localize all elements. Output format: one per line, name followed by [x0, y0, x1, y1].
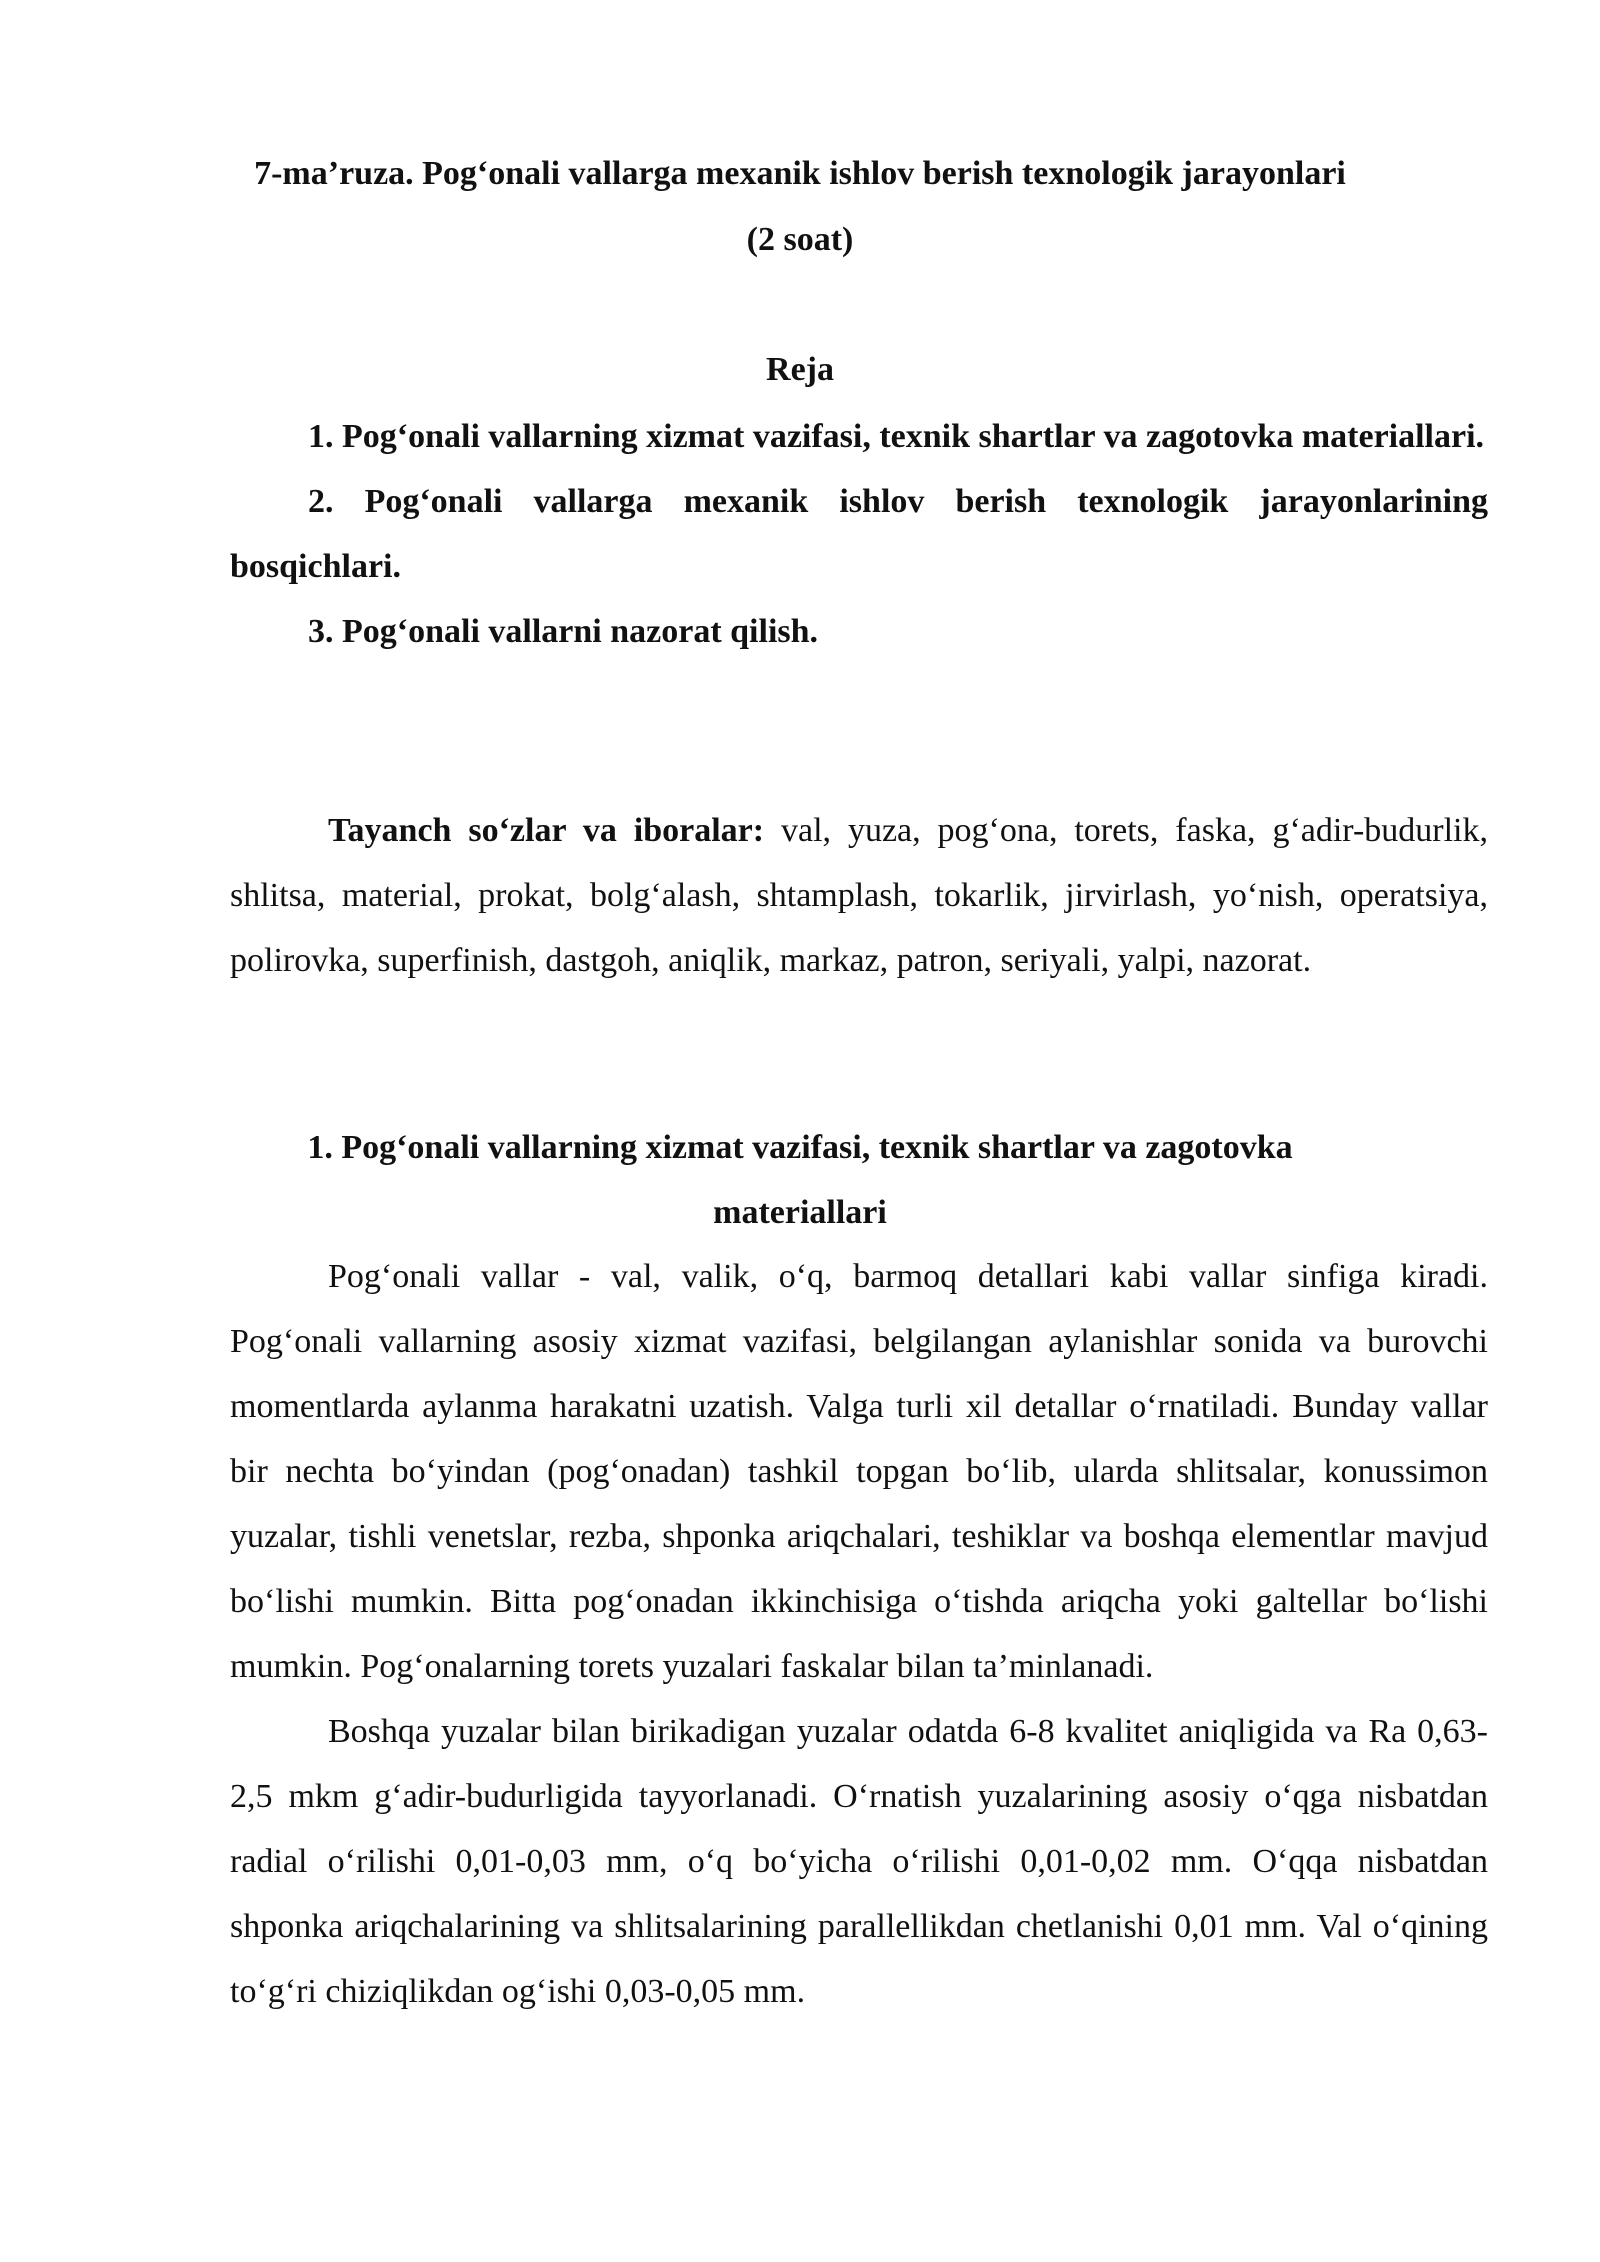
- keywords-paragraph: [230, 798, 1488, 993]
- keywords-label: Tayanch so‘zlar va iboralar:: [328, 812, 765, 849]
- keywords-text: val, yuza, pog‘ona, torets, faska, g‘adir-budurlik, shlitsa, material, prokat, bolg‘alash, shtamplash, tokarlik, jirvirlash, yo‘nish, operatsiya, polirovka, superfinish, dastgoh, aniqlik, markaz, patron, seriyali, yalpi, nazorat.: [230, 812, 1488, 979]
- section-body: [230, 1244, 1488, 2024]
- plan-item-2: 2. Pog‘onali vallarga mexanik ishlov berish texnologik jarayonlarining bosqichlari.: [230, 483, 1488, 585]
- lecture-duration: (2 soat): [746, 221, 854, 258]
- plan-item-1: 1. Pog‘onali vallarning xizmat vazifasi, texnik shartlar va zagotovka materiallari.: [308, 418, 1485, 455]
- section-paragraph-2: Boshqa yuzalar bilan birikadigan yuzalar odatda 6-8 kvalitet aniqligida va Ra 0,63-2,5 mkm g‘adir-budurligida tayyorlanadi. O‘rnatish yuzalarining asosiy o‘qga nisbatdan radial o‘rilishi 0,01-0,03 mm, o‘q bo‘yicha o‘rilishi 0,01-0,02 mm. O‘qqa nisbatdan shponka ariqchalarining va shlitsalarining parallellikdan chetlanishi 0,01 mm. Val o‘qining to‘g‘ri chiziqlikdan og‘ishi 0,03-0,05 mm.: [230, 1713, 1488, 2010]
- section-paragraph-1: Pog‘onali vallar - val, valik, o‘q, barmoq detallari kabi vallar sinfiga kiradi. Pog‘onali vallarning asosiy xizmat vazifasi, belgilangan aylanishlar sonida va burovchi momentlarda aylanma harakatni uzatish. Valga turli xil detallar o‘rnatiladi. Bunday vallar bir nechta bo‘yindan (pog‘onadan) tashkil topgan bo‘lib, ularda shlitsalar, konussimon yuzalar, tishli venetslar, rezba, shponka ariqchalari, teshiklar va boshqa elementlar mavjud bo‘lishi mumkin. Bitta pog‘onadan ikkinchisiga o‘tishda ariqcha yoki galtellar bo‘lishi mumkin. Pog‘onalarning torets yuzalari faskalar bilan ta’minlanadi.: [230, 1258, 1488, 1685]
- section-heading-line2: materiallari: [713, 1194, 887, 1231]
- plan-list: [230, 404, 1488, 664]
- plan-heading: Reja: [766, 351, 834, 388]
- section-heading-line1: 1. Pog‘onali vallarning xizmat vazifasi, texnik shartlar va zagotovka: [307, 1129, 1293, 1166]
- lecture-title: 7-ma’ruza. Pog‘onali vallarga mexanik ishlov berish texnologik jarayonlari: [254, 155, 1346, 192]
- plan-item-3: 3. Pog‘onali vallarni nazorat qilish.: [308, 613, 819, 650]
